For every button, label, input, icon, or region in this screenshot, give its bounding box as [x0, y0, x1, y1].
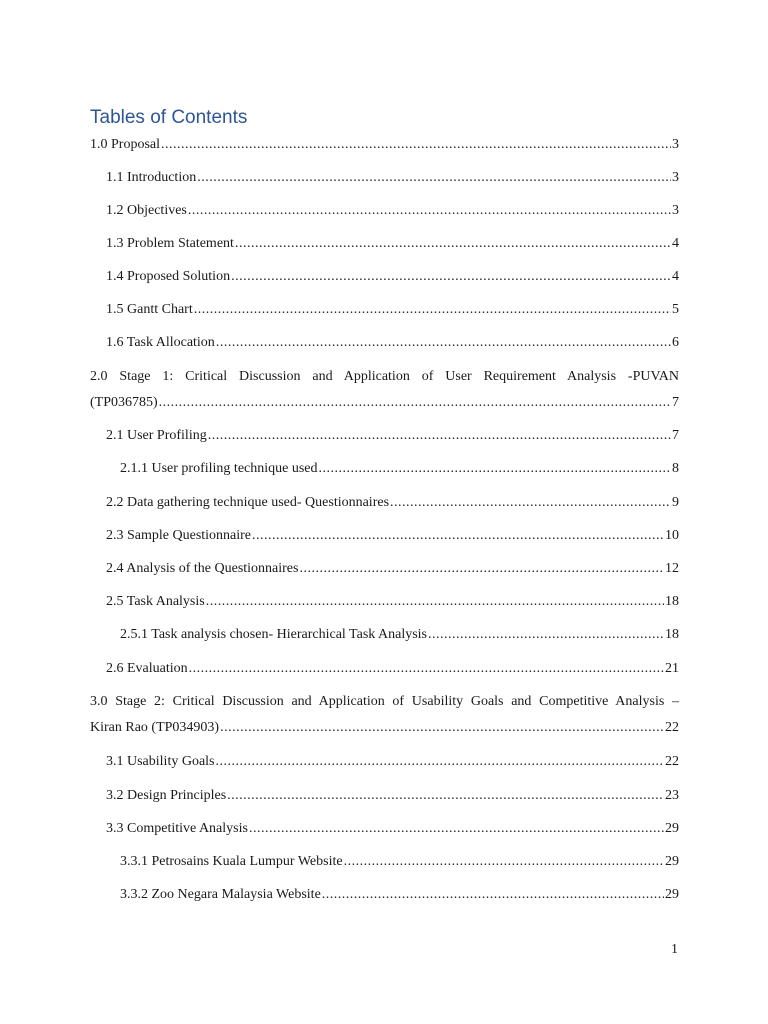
toc-entry-label: 1.2 Objectives — [106, 203, 187, 218]
toc-entry-label: 1.4 Proposed Solution — [106, 269, 231, 284]
toc-entry-label: 1.3 Problem Statement — [106, 236, 234, 251]
toc-entry[interactable] — [90, 693, 679, 737]
toc-entry-label: 2.5.1 Task analysis chosen- Hierarchical Task Analysis — [120, 627, 428, 642]
toc-entry-page: 3 — [672, 170, 679, 185]
toc-entry-label-line2: (TP036785) — [90, 395, 158, 410]
dot-leader — [322, 886, 664, 904]
dot-leader — [189, 660, 664, 678]
toc-entry[interactable] — [120, 853, 679, 871]
toc-entry[interactable] — [106, 169, 679, 187]
dot-leader — [216, 334, 671, 352]
toc-entry-label: 3.3 Competitive Analysis — [106, 821, 248, 836]
toc-entry-label-line1: 3.0 Stage 2: Critical Discussion and Application of Usability Goals and Competitive Analysis – — [90, 694, 679, 709]
toc-entry-page: 29 — [665, 821, 679, 836]
toc-entry[interactable] — [106, 235, 679, 253]
toc-entry-label: 1.1 Introduction — [106, 170, 197, 185]
dot-leader — [159, 394, 671, 412]
toc-entry-page: 22 — [665, 720, 679, 735]
toc-entry-label: 2.1 User Profiling — [106, 428, 207, 443]
dot-leader — [299, 560, 664, 578]
toc-entry-label: 3.2 Design Principles — [106, 788, 227, 803]
toc-entry-page: 10 — [665, 528, 679, 543]
dot-leader — [390, 494, 671, 512]
toc-entry[interactable] — [106, 334, 679, 352]
toc-entry[interactable] — [106, 202, 679, 220]
toc-entry[interactable] — [120, 626, 679, 644]
toc-entry[interactable] — [106, 268, 679, 286]
toc-entry-label: 2.5 Task Analysis — [106, 594, 205, 609]
toc-entry-page: 29 — [665, 887, 679, 902]
toc-entry-page: 23 — [665, 788, 679, 803]
toc-entry[interactable] — [90, 136, 679, 154]
toc-entry[interactable] — [106, 593, 679, 611]
toc-entry-label: 3.3.1 Petrosains Kuala Lumpur Website — [120, 854, 343, 869]
toc-entry-page: 4 — [672, 269, 679, 284]
dot-leader — [220, 719, 664, 737]
toc-entry-page: 22 — [665, 754, 679, 769]
dot-leader — [208, 427, 671, 445]
toc-entry[interactable] — [106, 527, 679, 545]
dot-leader — [216, 753, 665, 771]
page-number: 1 — [671, 942, 678, 957]
toc-entry[interactable] — [90, 368, 679, 412]
toc-entry-page: 7 — [672, 428, 679, 443]
toc-entry[interactable] — [106, 560, 679, 578]
toc-entry-page: 29 — [665, 854, 679, 869]
toc-entry[interactable] — [106, 660, 679, 678]
toc-entry-page: 21 — [665, 661, 679, 676]
toc-entry-page: 18 — [665, 627, 679, 642]
toc-entry-page: 12 — [665, 561, 679, 576]
dot-leader — [252, 527, 664, 545]
dot-leader — [249, 820, 664, 838]
dot-leader — [206, 593, 664, 611]
toc-entry[interactable] — [106, 820, 679, 838]
dot-leader — [319, 460, 671, 478]
toc-entry-label: 2.3 Sample Questionnaire — [106, 528, 252, 543]
toc-entry-label: 2.6 Evaluation — [106, 661, 188, 676]
toc-title: Tables of Contents — [90, 107, 248, 128]
dot-leader — [235, 235, 671, 253]
toc-entry-label: 1.6 Task Allocation — [106, 335, 215, 350]
dot-leader — [231, 268, 671, 286]
toc-entry[interactable] — [106, 753, 679, 771]
toc-entry[interactable] — [120, 460, 679, 478]
toc-entry-page: 18 — [665, 594, 679, 609]
toc-entry-page: 4 — [672, 236, 679, 251]
toc-entry-label: 2.1.1 User profiling technique used — [120, 461, 318, 476]
toc-entry-label: 2.4 Analysis of the Questionnaires — [106, 561, 299, 576]
toc-entry[interactable] — [106, 427, 679, 445]
toc-entry-page: 5 — [672, 302, 679, 317]
toc-entry[interactable] — [106, 301, 679, 319]
toc-entry-page: 7 — [672, 395, 679, 410]
toc-entry-page: 6 — [672, 335, 679, 350]
dot-leader — [194, 301, 671, 319]
dot-leader — [188, 202, 671, 220]
toc-entry-page: 3 — [672, 203, 679, 218]
dot-leader — [227, 787, 664, 805]
toc-entry-label: 1.5 Gantt Chart — [106, 302, 193, 317]
toc-entry-label-line2: Kiran Rao (TP034903) — [90, 720, 220, 735]
dot-leader — [344, 853, 664, 871]
toc-entry-page: 3 — [672, 137, 679, 152]
toc-entry-label: 3.1 Usability Goals — [106, 754, 215, 769]
dot-leader — [428, 626, 664, 644]
toc-entry-page: 8 — [672, 461, 679, 476]
toc-entry[interactable] — [120, 886, 679, 904]
toc-entry[interactable] — [106, 494, 679, 512]
toc-entry-label-line1: 2.0 Stage 1: Critical Discussion and Application of User Requirement Analysis -PUVAN — [90, 369, 679, 384]
toc-entry-page: 9 — [672, 495, 679, 510]
toc-entry-label: 3.3.2 Zoo Negara Malaysia Website — [120, 887, 321, 902]
toc-entry-label: 2.2 Data gathering technique used- Questionnaires — [106, 495, 390, 510]
dot-leader — [161, 136, 671, 154]
toc-entry-label: 1.0 Proposal — [90, 137, 160, 152]
dot-leader — [197, 169, 671, 187]
toc-entry[interactable] — [106, 787, 679, 805]
